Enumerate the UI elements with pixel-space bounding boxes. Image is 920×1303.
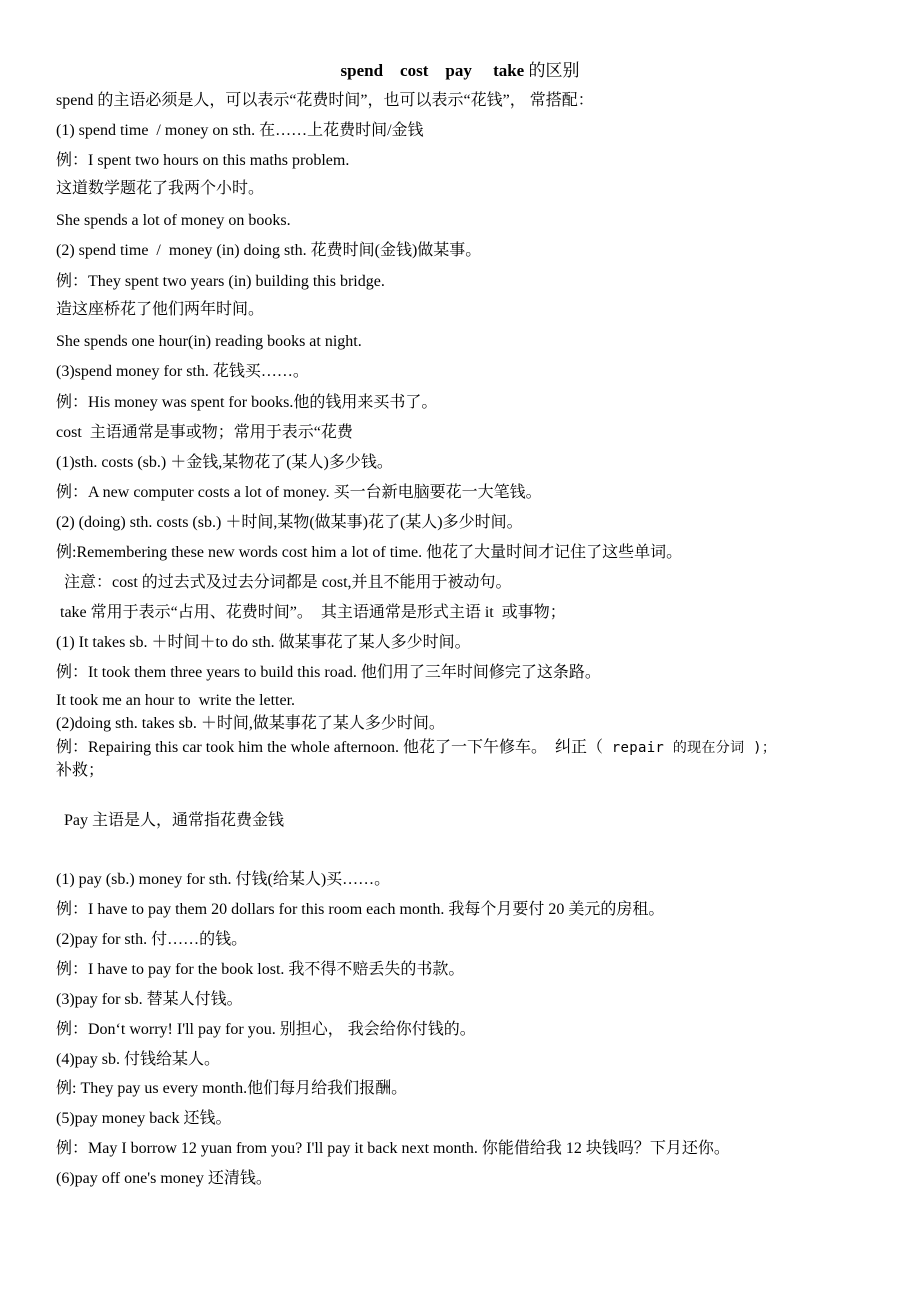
paragraph-line: 例:Remembering these new words cost him a lot of time. 他花了大量时间才记住了这些单词。 [56, 544, 683, 561]
paragraph-line: (2)doing sth. takes sb. ＋时间,做某事花了某人多少时间。 [56, 715, 445, 732]
paragraph-line: (2)pay for sth. 付……的钱。 [56, 931, 248, 948]
paragraph-line: Pay 主语是人，通常指花费金钱 [56, 812, 285, 829]
paragraph-line: (5)pay money back 还钱。 [56, 1110, 232, 1127]
paragraph-line: 注意：cost 的过去式及过去分词都是 cost,并且不能用于被动句。 [56, 574, 512, 591]
title-chinese: 的区别 [528, 61, 580, 80]
paragraph-line: cost 主语通常是事或物；常用于表示“花费 [56, 424, 353, 441]
paragraph-line: It took me an hour to write the letter. [56, 692, 296, 709]
paragraph-line: spend 的主语必须是人，可以表示“花费时间”，也可以表示“花钱”， 常搭配： [56, 92, 594, 109]
paragraph-line: 例：I have to pay for the book lost. 我不得不赔丢失的书款。 [56, 961, 465, 978]
inline-code-note: repair 的现在分词 )； [603, 740, 777, 756]
paragraph-line: 例：May I borrow 12 yuan from you? I'll pay it back next month. 你能借给我 12 块钱吗？下月还你。 [56, 1140, 730, 1157]
paragraph-line: She spends one hour(in) reading books at night. [56, 333, 362, 350]
paragraph-line: 例：It took them three years to build this road. 他们用了三年时间修完了这条路。 [56, 664, 601, 681]
title-english: spend cost pay take [340, 61, 525, 80]
paragraph-line: 补救； [56, 762, 105, 779]
paragraph-line: 例：I have to pay them 20 dollars for this room each month. 我每个月要付 20 美元的房租。 [56, 901, 665, 918]
paragraph-line [56, 737, 886, 759]
paragraph-line: 例：His money was spent for books.他的钱用来买书了。 [56, 394, 438, 411]
paragraph-line: 例：They spent two years (in) building this bridge. [56, 273, 385, 290]
paragraph-line: (1) spend time / money on sth. 在……上花费时间/金钱 [56, 122, 424, 139]
paragraph-line: (3)pay for sb. 替某人付钱。 [56, 991, 243, 1008]
paragraph-line: 例: They pay us every month.他们每月给我们报酬。 [56, 1080, 408, 1097]
paragraph-line: take 常用于表示“占用、花费时间”。 其主语通常是形式主语 it 或事物； [56, 604, 566, 621]
paragraph-line: She spends a lot of money on books. [56, 212, 291, 229]
paragraph-line: (1)sth. costs (sb.) ＋金钱,某物花了(某人)多少钱。 [56, 454, 393, 471]
paragraph-line: 这道数学题花了我两个小时。 [56, 180, 265, 197]
paragraph-line: 例：A new computer costs a lot of money. 买一台新电脑要花一大笔钱。 [56, 484, 542, 501]
paragraph-line: (3)spend money for sth. 花钱买……。 [56, 363, 309, 380]
paragraph-line: 例：Don‘t worry! I'll pay for you. 别担心， 我会给你付钱的。 [56, 1021, 476, 1038]
paragraph-line: (1) pay (sb.) money for sth. 付钱(给某人)买……。 [56, 871, 391, 888]
paragraph-line: (4)pay sb. 付钱给某人。 [56, 1051, 220, 1068]
paragraph-line: 例：I spent two hours on this maths problem. [56, 152, 350, 169]
paragraph-line: (6)pay off one's money 还清钱。 [56, 1170, 272, 1187]
paragraph-text: 例：Repairing this car took him the whole afternoon. 他花了一下午修车。 纠正（ [56, 739, 604, 756]
document-title [0, 60, 920, 82]
paragraph-line: (1) It takes sb. ＋时间＋to do sth. 做某事花了某人多少时间。 [56, 634, 471, 651]
paragraph-line: (2) (doing) sth. costs (sb.) ＋时间,某物(做某事)花了(某人)多少时间。 [56, 514, 523, 531]
paragraph-line: (2) spend time / money (in) doing sth. 花费时间(金钱)做某事。 [56, 242, 482, 259]
paragraph-line: 造这座桥花了他们两年时间。 [56, 301, 265, 318]
